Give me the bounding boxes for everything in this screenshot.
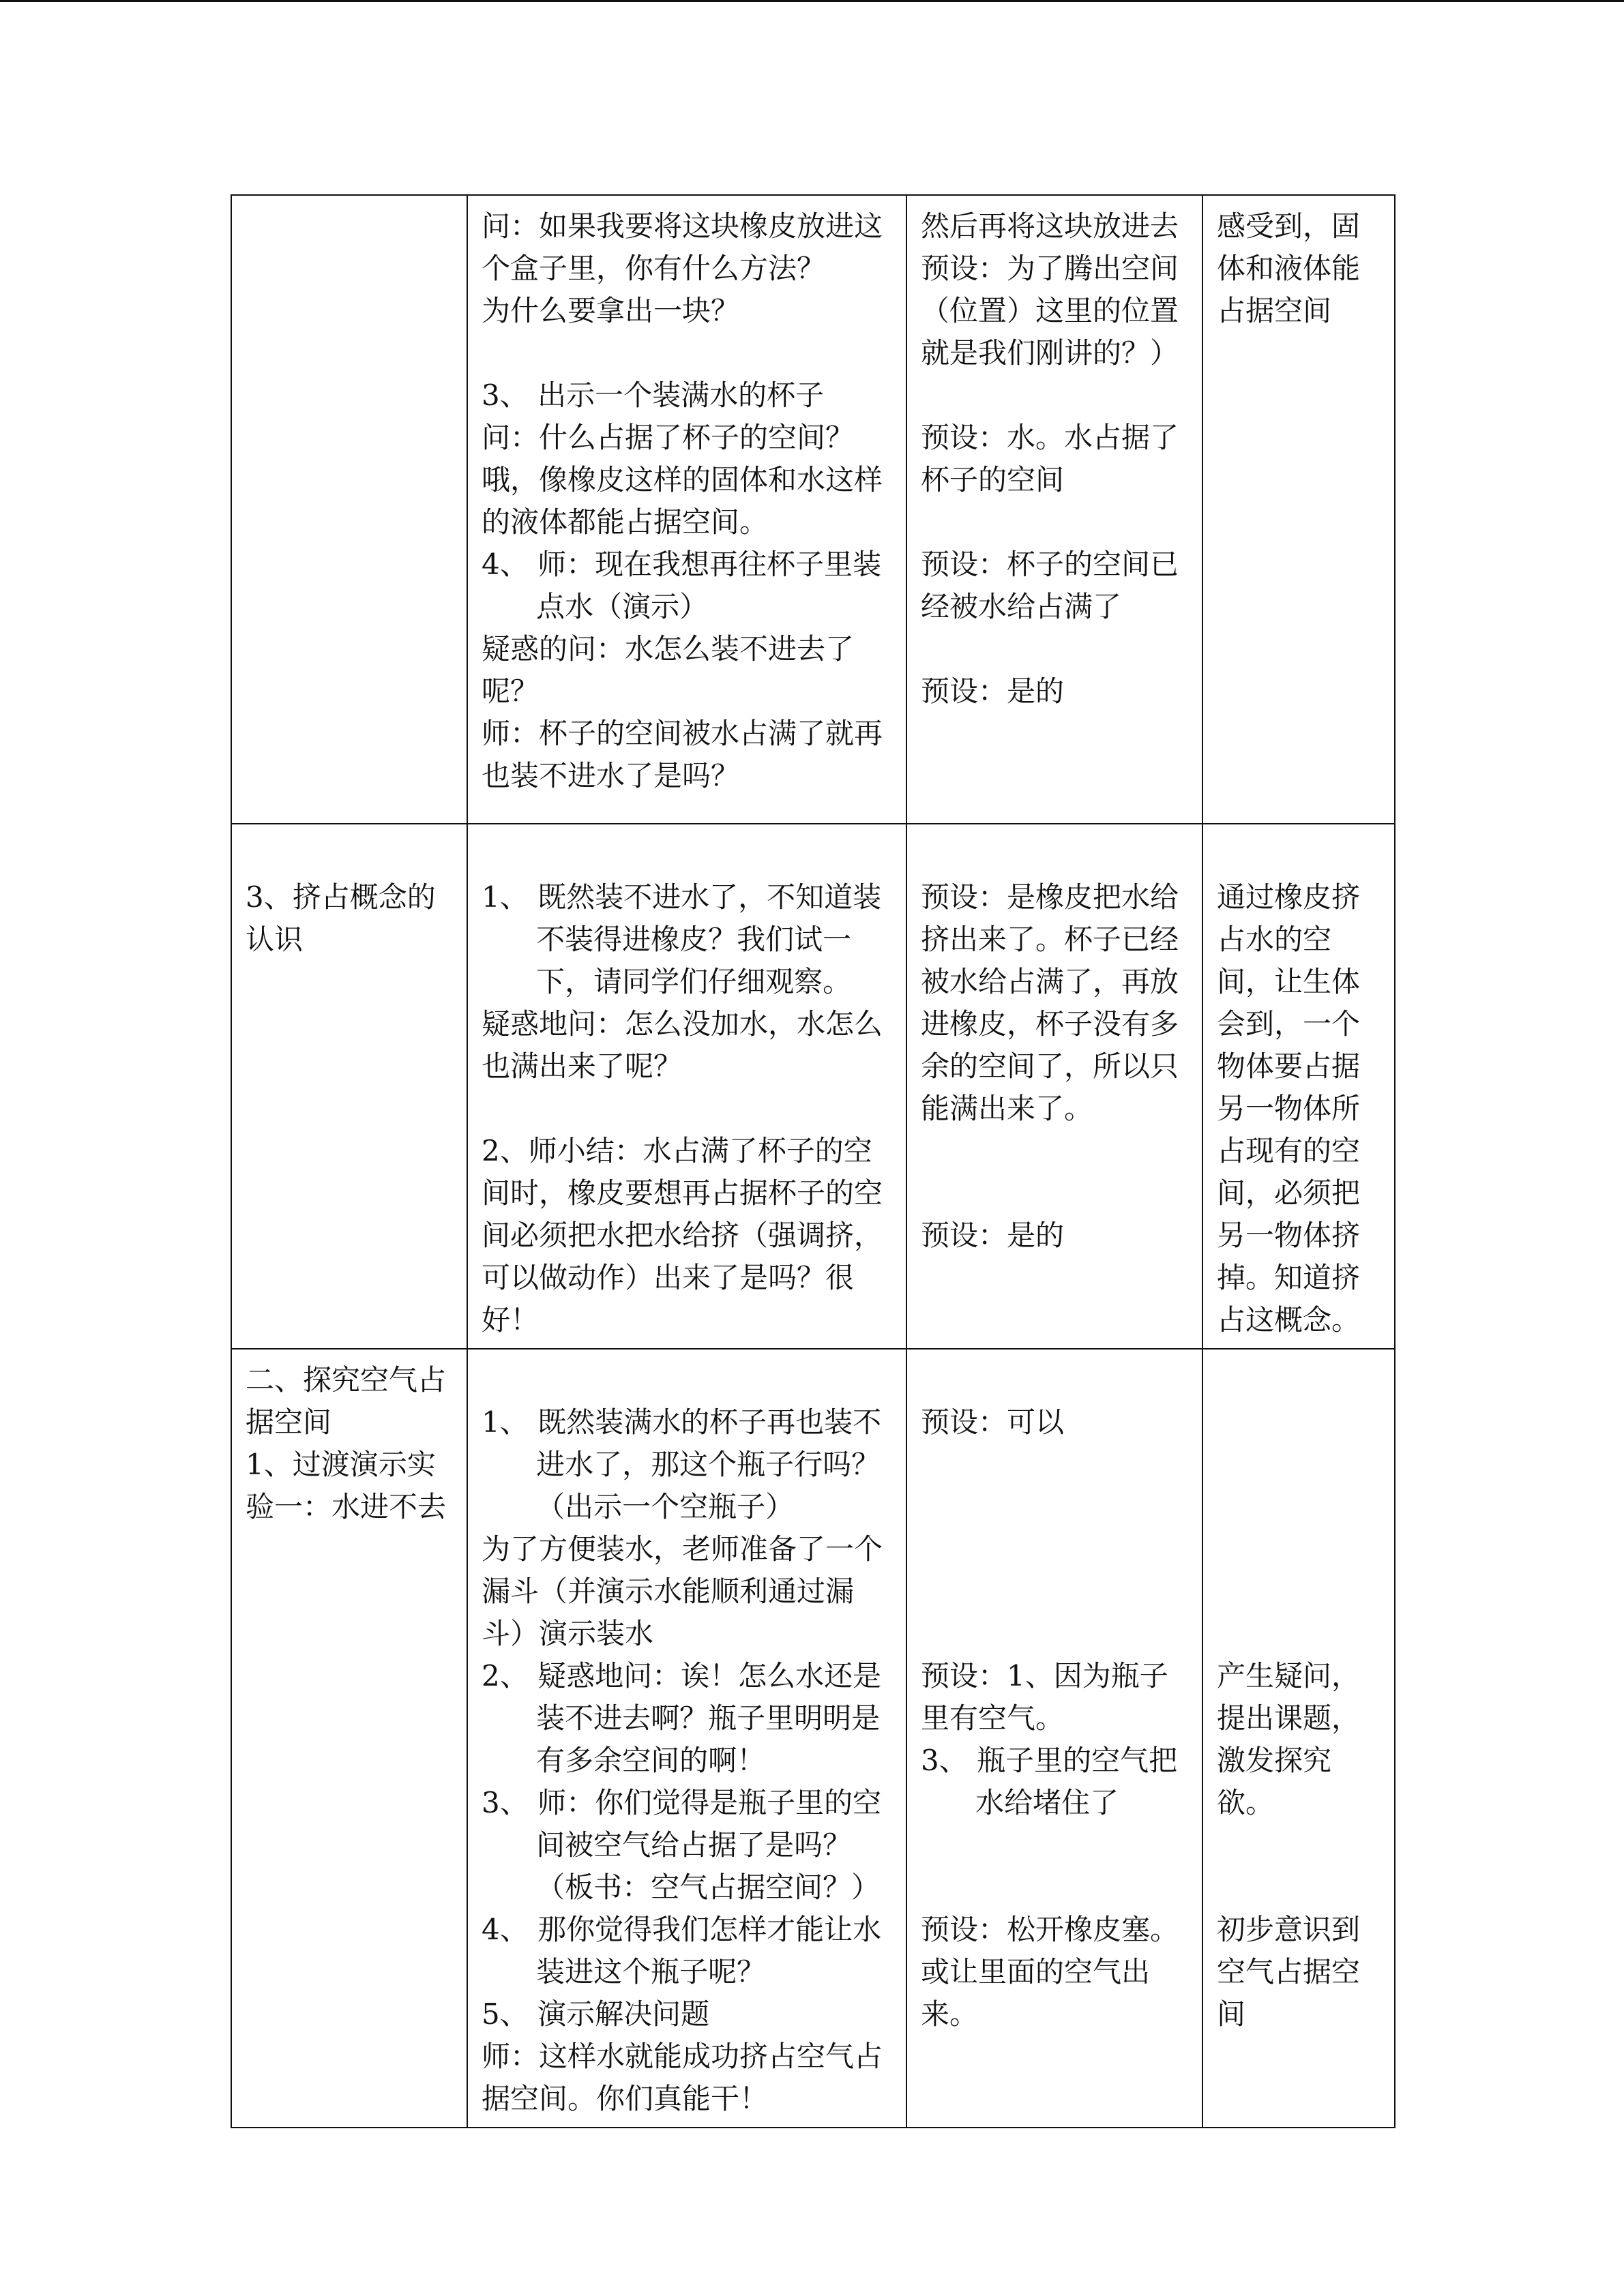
text-line	[921, 1866, 1188, 1909]
text-line: 提出课题，	[1217, 1701, 1361, 1735]
text-line: 预设：为了腾出空间	[921, 252, 1179, 285]
text-line: 有多余空间的啊！	[482, 1744, 766, 1777]
text-line: 问：如果我要将这块橡皮放进这	[482, 209, 883, 243]
text-line: 验一：水进不去	[246, 1490, 447, 1523]
text-line: 点水（演示）	[482, 590, 709, 623]
text-line	[246, 834, 453, 876]
text-line: 间必须把水把水给挤（强调挤，	[482, 1219, 883, 1252]
text-line: 占据空间	[1217, 294, 1332, 327]
text-line: 余的空间了，所以只	[921, 1049, 1179, 1083]
text-line: 问：什么占据了杯子的空间？	[482, 421, 855, 454]
text-line: 预设：是橡皮把水给	[921, 880, 1179, 914]
text-line	[1217, 1359, 1381, 1401]
text-line: 水给堵住了	[921, 1786, 1119, 1819]
text-line: 预设：松开橡皮塞。	[921, 1913, 1179, 1946]
text-line	[921, 1359, 1188, 1401]
text-line: 预设：是的	[921, 674, 1065, 708]
text-line: 感受到，固	[1217, 209, 1361, 243]
text-line: 激发探究	[1217, 1744, 1332, 1777]
text-line: 间，让生体	[1217, 965, 1361, 998]
student-activity-cell	[906, 195, 1202, 824]
text-line: 不装得进橡皮？我们试一	[482, 923, 852, 956]
text-line	[1217, 1528, 1381, 1570]
text-line: 个盒子里，你有什么方法？	[482, 252, 826, 285]
text-line: 预设：是的	[921, 1219, 1065, 1252]
text-line	[482, 1359, 892, 1401]
text-line: 装不进去啊？瓶子里明明是	[482, 1701, 881, 1735]
text-line: 下，请同学们仔细观察。	[482, 965, 852, 998]
text-line	[1217, 1570, 1381, 1613]
text-line: 为了方便装水，老师准备了一个	[482, 1532, 883, 1566]
text-line: 1、 既然装不进水了，不知道装	[482, 880, 882, 914]
text-line: 预设：1、因为瓶子	[921, 1659, 1168, 1693]
text-line: （位置）这里的位置	[921, 294, 1179, 327]
text-line: 也装不进水了是吗？	[482, 759, 740, 792]
page-top-border	[0, 0, 1624, 2]
text-line	[1217, 1613, 1381, 1655]
text-line	[482, 1088, 892, 1130]
text-line: 4、 那你觉得我们怎样才能让水	[482, 1913, 882, 1946]
text-line: 初步意识到	[1217, 1913, 1361, 1946]
text-line	[921, 1486, 1188, 1528]
text-line	[1217, 834, 1381, 876]
text-line: 漏斗（并演示水能顺利通过漏	[482, 1575, 855, 1608]
text-line: 间，必须把	[1217, 1176, 1361, 1210]
text-line: 杯子的空间	[921, 463, 1065, 496]
text-line: 疑惑的问：水怎么装不进去了	[482, 632, 855, 666]
text-line: 预设：可以	[921, 1405, 1065, 1439]
text-line	[1217, 1444, 1381, 1486]
table-row	[231, 195, 1395, 824]
text-line: 二、探究空气占	[246, 1363, 447, 1397]
text-line	[921, 501, 1188, 543]
text-line: 师：杯子的空间被水占满了就再	[482, 717, 883, 750]
text-line: 另一物体挤	[1217, 1219, 1361, 1252]
text-line	[921, 1570, 1188, 1613]
text-line: 另一物体所	[1217, 1092, 1361, 1125]
text-line: 间时，橡皮要想再占据杯子的空	[482, 1176, 883, 1210]
text-line: 就是我们刚讲的？）	[921, 336, 1179, 370]
text-line: 预设：杯子的空间已	[921, 548, 1179, 581]
text-line: 1、 既然装满水的杯子再也装不	[482, 1405, 882, 1439]
text-line: 3、 出示一个装满水的杯子	[482, 378, 825, 412]
text-line	[1217, 1866, 1381, 1909]
text-line: 物体要占据	[1217, 1049, 1361, 1083]
text-line: 占现有的空	[1217, 1134, 1361, 1167]
text-line: 5、 演示解决问题	[482, 1997, 710, 2031]
text-line: 哦，像橡皮这样的固体和水这样	[482, 463, 883, 496]
text-line: 通过橡皮挤	[1217, 880, 1361, 914]
text-line	[921, 1172, 1188, 1214]
text-line: 3、挤占概念的	[246, 880, 436, 914]
text-line: 掉。知道挤	[1217, 1261, 1361, 1294]
text-line: 3、 师：你们觉得是瓶子里的空	[482, 1786, 882, 1819]
text-line: 呢？	[482, 674, 540, 708]
text-line: 来。	[921, 1997, 979, 2031]
design-intent-cell	[1202, 1349, 1395, 2128]
text-line: 能满出来了。	[921, 1092, 1093, 1125]
text-line	[921, 1444, 1188, 1486]
text-line: 被水给占满了，再放	[921, 965, 1179, 998]
text-line: 间被空气给占据了是吗？	[482, 1828, 852, 1862]
section-cell	[231, 824, 467, 1349]
text-line: 或让里面的空气出	[921, 1955, 1151, 1988]
text-line: 空气占据空	[1217, 1955, 1361, 1988]
text-line	[1217, 1824, 1381, 1866]
text-line	[921, 1130, 1188, 1172]
text-line: 体和液体能	[1217, 252, 1361, 285]
section-cell	[231, 195, 467, 824]
text-line: 4、 师：现在我想再往杯子里装	[482, 548, 882, 581]
text-line	[1217, 1401, 1381, 1444]
text-line: 1、过渡演示实	[246, 1448, 436, 1481]
text-line: 产生疑问，	[1217, 1659, 1361, 1693]
design-intent-cell	[1202, 824, 1395, 1349]
student-activity-cell	[906, 1349, 1202, 2128]
text-line: 进水了，那这个瓶子行吗？	[482, 1448, 881, 1481]
table-row	[231, 824, 1395, 1349]
text-line: 据空间	[246, 1405, 332, 1439]
text-line: 经被水给占满了	[921, 590, 1122, 623]
text-line	[921, 374, 1188, 417]
student-activity-cell	[906, 824, 1202, 1349]
text-line: 然后再将这块放进去	[921, 209, 1179, 243]
text-line: （板书：空气占据空间？）	[482, 1870, 881, 1904]
text-line	[921, 628, 1188, 670]
text-line: 里有空气。	[921, 1701, 1065, 1735]
text-line	[482, 834, 892, 876]
text-line: 也满出来了呢？	[482, 1049, 683, 1083]
text-line: （出示一个空瓶子）	[482, 1490, 795, 1523]
text-line: 装进这个瓶子呢？	[482, 1955, 766, 1988]
text-line: 2、师小结：水占满了杯子的空	[482, 1134, 872, 1167]
text-line: 占水的空	[1217, 923, 1332, 956]
text-line: 2、 疑惑地问：诶！怎么水还是	[482, 1659, 882, 1693]
text-line: 认识	[246, 923, 304, 956]
design-intent-cell	[1202, 195, 1395, 824]
table-row	[231, 1349, 1395, 2128]
text-line	[921, 1824, 1188, 1866]
text-line	[921, 1613, 1188, 1655]
text-line: 师：这样水就能成功挤占空气占	[482, 2040, 883, 2073]
text-line: 据空间。你们真能干！	[482, 2082, 769, 2115]
text-line: 好！	[482, 1303, 540, 1337]
text-line: 欲。	[1217, 1786, 1275, 1819]
text-line: 挤出来了。杯子已经	[921, 923, 1179, 956]
text-line: 3、 瓶子里的空气把	[921, 1744, 1178, 1777]
text-line: 预设：水。水占据了	[921, 421, 1179, 454]
text-line	[921, 1528, 1188, 1570]
text-line	[1217, 1486, 1381, 1528]
text-line: 斗）演示装水	[482, 1617, 654, 1650]
text-line: 为什么要拿出一块？	[482, 294, 740, 327]
text-line	[482, 332, 892, 374]
section-cell	[231, 1349, 467, 2128]
teacher-activity-cell	[467, 824, 906, 1349]
teacher-activity-cell	[467, 1349, 906, 2128]
text-line: 占这概念。	[1217, 1303, 1361, 1337]
text-line	[921, 834, 1188, 876]
lesson-plan-table	[231, 194, 1396, 2128]
text-line: 进橡皮，杯子没有多	[921, 1007, 1179, 1041]
teacher-activity-cell	[467, 195, 906, 824]
text-line: 会到，一个	[1217, 1007, 1361, 1041]
text-line: 疑惑地问：怎么没加水，水怎么	[482, 1007, 883, 1041]
text-line: 间	[1217, 1997, 1246, 2031]
text-line: 可以做动作）出来了是吗？很	[482, 1261, 855, 1294]
text-line: 的液体都能占据空间。	[482, 505, 769, 539]
